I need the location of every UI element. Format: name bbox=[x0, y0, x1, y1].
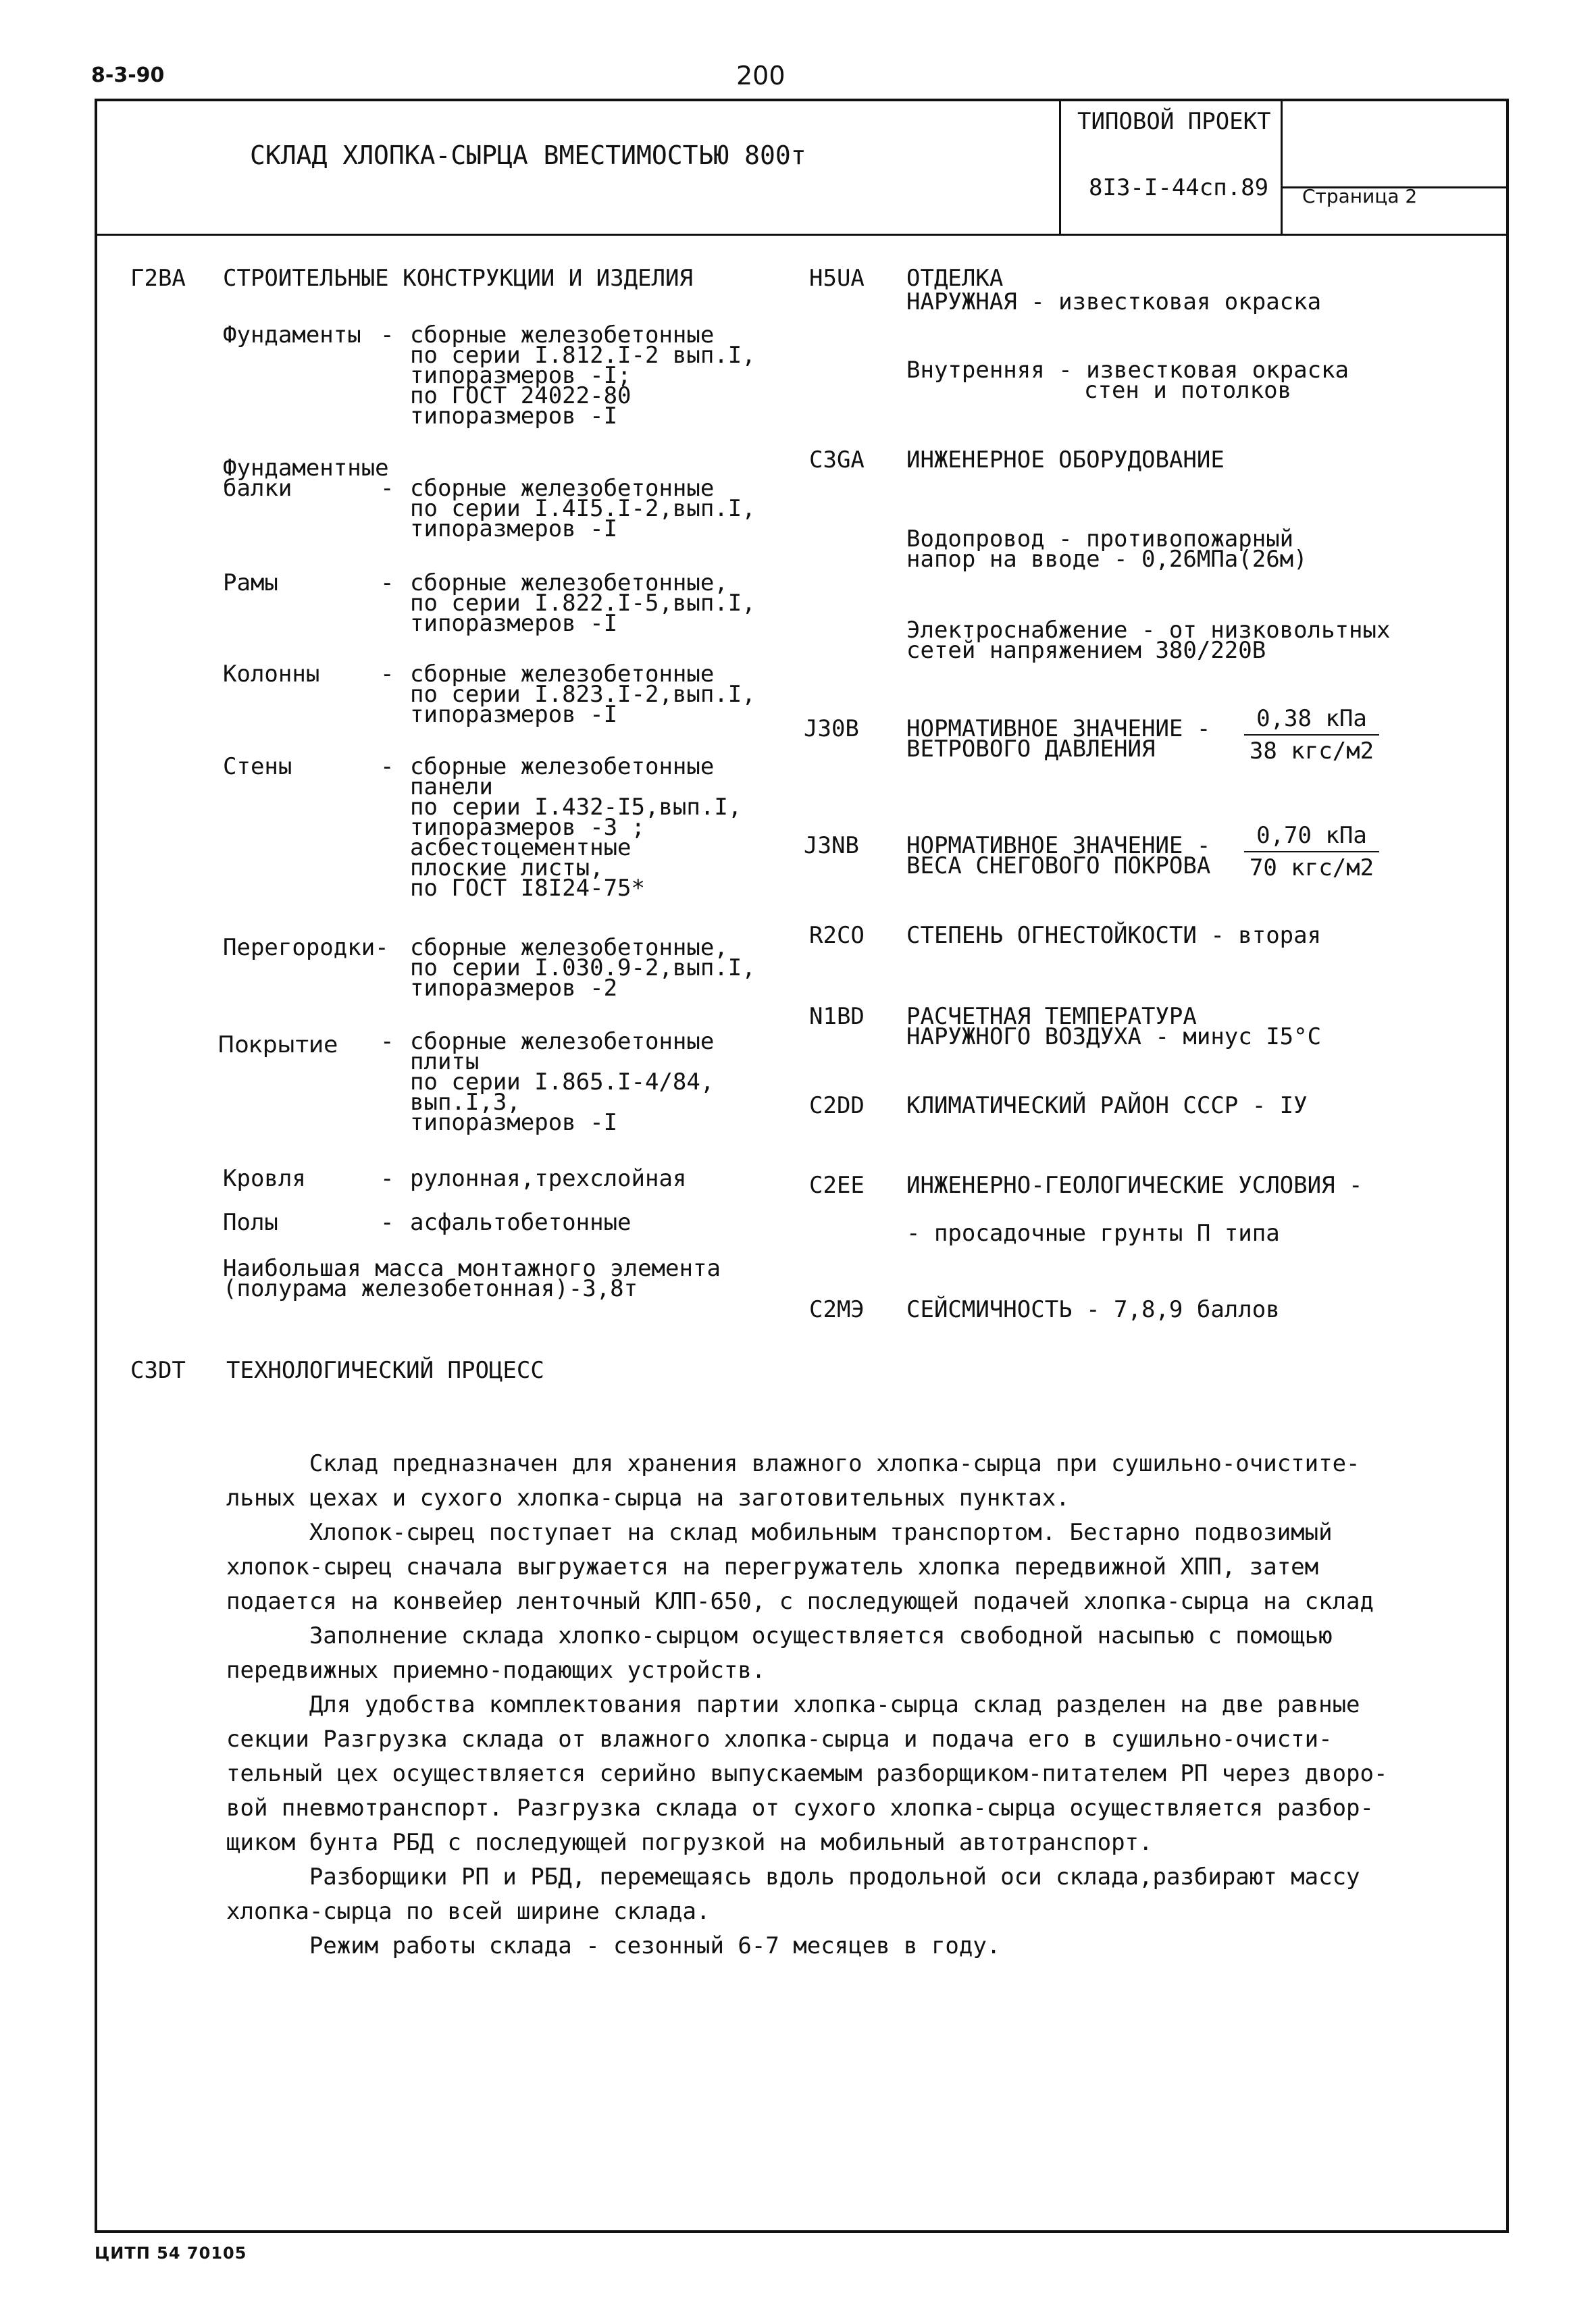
max-mass-note: Наибольшая масса монтажного элемента bbox=[223, 1255, 721, 1282]
spec-line: по серии I.823.I-2,вып.I, bbox=[410, 681, 756, 708]
spec-dash: - bbox=[380, 753, 394, 780]
sheet-code: 8-3-90 bbox=[91, 63, 165, 87]
temperature-label: РАСЧЕТНАЯ ТЕМПЕРАТУРА bbox=[906, 1003, 1197, 1030]
snow-label: НОРМАТИВНОЕ ЗНАЧЕНИЕ - bbox=[906, 832, 1211, 859]
spec-line: сборные железобетонные bbox=[410, 322, 715, 349]
spec-line: по серии I.030.9-2,вып.I, bbox=[410, 954, 756, 981]
spec-line: по ГОСТ I8I24-75* bbox=[410, 875, 645, 902]
spec-line: по серии I.865.I-4/84, bbox=[410, 1069, 715, 1096]
process-line: Хлопок-сырец поступает на склад мобильным транспортом. Бестарно подвозимый bbox=[226, 1519, 1333, 1546]
finish-code: Н5UА bbox=[809, 265, 865, 292]
process-line: Заполнение склада хлопко-сырцом осуществляется свободной насыпью с помощью bbox=[226, 1622, 1333, 1649]
spec-line: типоразмеров -I bbox=[410, 1109, 618, 1136]
spec-term: Полы bbox=[223, 1209, 278, 1236]
header-divider bbox=[95, 234, 1509, 236]
header-vline-right bbox=[1281, 99, 1283, 235]
spec-line: сборные железобетонные, bbox=[410, 569, 728, 596]
spec-line: типоразмеров -I bbox=[410, 610, 618, 637]
snow-value-kgs: 70 кгс/м2 bbox=[1249, 854, 1374, 881]
process-line: хлопок-сырец сначала выгружается на перегружатель хлопка передвижной ХПП, затем bbox=[226, 1553, 1319, 1580]
geology-soil: - просадочные грунты П типа bbox=[906, 1220, 1280, 1247]
process-line: щиком бунта РБД с последующей погрузкой на мобильный автотранспорт. bbox=[226, 1829, 1153, 1856]
section-heading: СТРОИТЕЛЬНЫЕ КОНСТРУКЦИИ И ИЗДЕЛИЯ bbox=[223, 265, 693, 292]
spec-line: рулонная,трехслойная bbox=[410, 1165, 687, 1192]
spec-line: типоразмеров -2 bbox=[410, 975, 618, 1002]
spec-line: по ГОСТ 24022-80 bbox=[410, 382, 632, 409]
snow-value bbox=[1244, 824, 1379, 879]
fire-code: R2СО bbox=[809, 922, 865, 949]
spec-dash: - bbox=[380, 569, 394, 596]
spec-line: асфальтобетонные bbox=[410, 1209, 632, 1236]
spec-line: плоские листы, bbox=[410, 854, 604, 881]
spec-line: панели bbox=[410, 773, 493, 800]
spec-term: Колонны bbox=[223, 661, 320, 688]
power-supply: сетей напряжением 380/220В bbox=[906, 637, 1266, 664]
spec-line: сборные железобетонные bbox=[410, 661, 715, 688]
water-supply: Водопровод - противопожарный bbox=[906, 525, 1294, 552]
finish-inner: Внутренняя - известковая окраска bbox=[906, 357, 1349, 384]
spec-dash: - bbox=[380, 1209, 394, 1236]
process-line: Склад предназначен для хранения влажного хлопка-сырца при сушильно-очистите- bbox=[226, 1450, 1360, 1477]
spec-dash: - bbox=[380, 475, 394, 502]
project-label: ТИПОВОЙ ПРОЕКТ bbox=[1077, 108, 1271, 135]
climate-code: С2DD bbox=[809, 1092, 865, 1119]
spec-term: Фундаментные bbox=[223, 455, 389, 482]
process-line: Для удобства комплектования партии хлопка-сырца склад разделен на две равные bbox=[226, 1691, 1360, 1718]
spec-line: по серии I.812.I-2 вып.I, bbox=[410, 342, 756, 369]
water-supply: напор на вводе - 0,26МПа(26м) bbox=[906, 546, 1308, 573]
spec-term: Рамы bbox=[223, 569, 278, 596]
spec-term: Стены bbox=[223, 753, 292, 780]
section-code: Г2ВА bbox=[130, 265, 186, 292]
spec-line: по серии I.432-I5,вып.I, bbox=[410, 794, 742, 821]
process-line: передвижных приемно-подающих устройств. bbox=[226, 1657, 766, 1684]
process-heading: ТЕХНОЛОГИЧЕСКИЙ ПРОЦЕСС bbox=[226, 1357, 544, 1384]
page-number: 200 bbox=[736, 61, 786, 91]
spec-line: типоразмеров -I bbox=[410, 403, 618, 430]
spec-line: типоразмеров -I bbox=[410, 701, 618, 728]
header-vline-left bbox=[1059, 99, 1061, 235]
process-line: льных цехах и сухого хлопка-сырца на заготовительных пунктах. bbox=[226, 1485, 1070, 1512]
wind-value-kgs: 38 кгс/м2 bbox=[1249, 738, 1374, 765]
page-label: Страница 2 bbox=[1302, 185, 1418, 207]
process-line: вой пневмотранспорт. Разгрузка склада от сухого хлопка-сырца осуществляется разбор- bbox=[226, 1795, 1374, 1822]
geology-heading: ИНЖЕНЕРНО-ГЕОЛОГИЧЕСКИЕ УСЛОВИЯ - bbox=[906, 1172, 1363, 1199]
process-line: Разборщики РП и РБД, перемещаясь вдоль продольной оси склада,разбирают массу bbox=[226, 1863, 1360, 1891]
spec-line: по серии I.4I5.I-2,вып.I, bbox=[410, 495, 756, 522]
process-line: секции Разгрузка склада от влажного хлопка-сырца и подача его в сушильно-очисти- bbox=[226, 1726, 1333, 1753]
document-title: СКЛАД ХЛОПКА-СЫРЦА ВМЕСТИМОСТЬЮ 800т bbox=[250, 140, 806, 170]
footer-stamp: ЦИТП 54 70105 bbox=[95, 2244, 247, 2263]
wind-code: J30В bbox=[804, 715, 859, 742]
project-number: 8I3-I-44сп.89 bbox=[1089, 174, 1269, 201]
spec-line: сборные железобетонные bbox=[410, 753, 715, 780]
power-supply: Электроснабжение - от низковольтных bbox=[906, 617, 1391, 644]
spec-line: типоразмеров -I; bbox=[410, 362, 632, 389]
process-code: С3DТ bbox=[130, 1357, 186, 1384]
spec-line: типоразмеров -3 ; bbox=[410, 814, 645, 841]
process-line: подается на конвейер ленточный КЛП-650, с последующей подачей хлопка-сырца на склад bbox=[226, 1588, 1374, 1615]
finish-heading: ОТДЕЛКА bbox=[906, 265, 1004, 292]
spec-term: Перегородки- bbox=[223, 934, 389, 961]
wind-label: НОРМАТИВНОЕ ЗНАЧЕНИЕ - bbox=[906, 715, 1211, 742]
spec-term: Кровля bbox=[223, 1165, 306, 1192]
wind-value bbox=[1244, 707, 1379, 763]
snow-value-kpa: 0,70 кПа bbox=[1244, 824, 1379, 852]
spec-term: Покрытие bbox=[217, 1031, 338, 1058]
snow-code: J3NВ bbox=[804, 832, 859, 859]
wind-value-kpa: 0,38 кПа bbox=[1244, 707, 1379, 736]
spec-dash: - bbox=[380, 661, 394, 688]
temperature-code: N1ВD bbox=[809, 1003, 865, 1030]
spec-line: плиты bbox=[410, 1048, 480, 1075]
spec-line: по серии I.822.I-5,вып.I, bbox=[410, 590, 756, 617]
process-text bbox=[226, 1447, 1415, 1963]
fire-resistance: СТЕПЕНЬ ОГНЕСТОЙКОСТИ - вторая bbox=[906, 922, 1322, 949]
spec-line: асбестоцементные bbox=[410, 834, 632, 861]
spec-dash: - bbox=[380, 322, 394, 349]
spec-dash: - bbox=[380, 1028, 394, 1055]
finish-inner: стен и потолков bbox=[1084, 377, 1292, 404]
spec-line: сборные железобетонные, bbox=[410, 934, 728, 961]
finish-outer: НАРУЖНАЯ - известковая окраска bbox=[906, 288, 1322, 315]
spec-line: типоразмеров -I bbox=[410, 515, 618, 542]
seismic-code: С2МЭ bbox=[809, 1296, 865, 1323]
wind-label: ВЕТРОВОГО ДАВЛЕНИЯ bbox=[906, 736, 1156, 763]
spec-line: вып.I,3, bbox=[410, 1089, 521, 1116]
spec-term: Фундаменты bbox=[223, 322, 361, 349]
max-mass-note: (полурама железобетонная)-3,8т bbox=[223, 1275, 638, 1302]
process-line: хлопка-сырца по всей ширине склада. bbox=[226, 1898, 711, 1925]
engineering-code: С3GА bbox=[809, 446, 865, 473]
process-line: Режим работы склада - сезонный 6-7 месяцев в году. bbox=[226, 1932, 1001, 1959]
process-line: тельный цех осуществляется серийно выпускаемым разборщиком-питателем РП через дворо- bbox=[226, 1760, 1388, 1787]
spec-line: сборные железобетонные bbox=[410, 1028, 715, 1055]
spec-dash: - bbox=[380, 1165, 394, 1192]
climate-region: КЛИМАТИЧЕСКИЙ РАЙОН СССР - IУ bbox=[906, 1092, 1308, 1119]
spec-term: балки bbox=[223, 475, 292, 502]
geology-code: С2ЕЕ bbox=[809, 1172, 865, 1199]
temperature-value: НАРУЖНОГО ВОЗДУХА - минус I5°С bbox=[906, 1023, 1322, 1050]
engineering-heading: ИНЖЕНЕРНОЕ ОБОРУДОВАНИЕ bbox=[906, 446, 1225, 473]
seismicity: СЕЙСМИЧНОСТЬ - 7,8,9 баллов bbox=[906, 1296, 1280, 1323]
snow-label: ВЕСА СНЕГОВОГО ПОКРОВА bbox=[906, 852, 1211, 879]
spec-line: сборные железобетонные bbox=[410, 475, 715, 502]
